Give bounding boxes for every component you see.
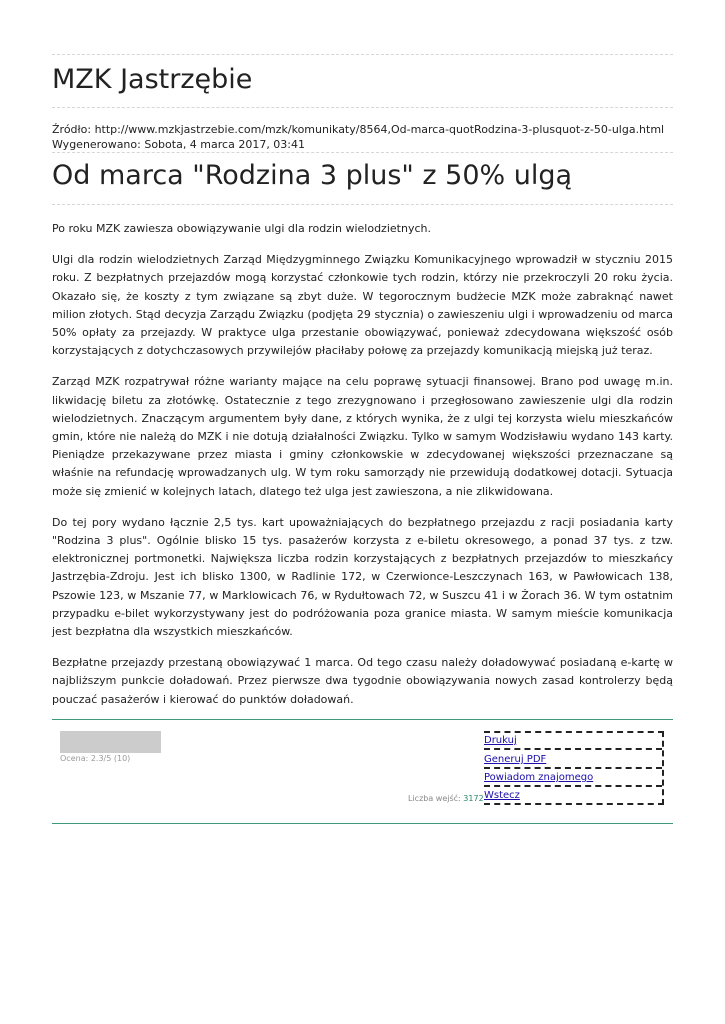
site-title: MZK Jastrzębie: [52, 64, 253, 95]
footer-top-divider: [52, 719, 673, 720]
source-line: Źródło: http://www.mzkjastrzebie.com/mzk/komunikaty/8564,Od-marca-quotRodzina-3-plusquot-z-50-ulga.html: [52, 123, 665, 136]
article-body: [52, 220, 673, 722]
article-meta: [52, 122, 664, 152]
article-title: Od marca "Rodzina 3 plus" z 50% ulgą: [52, 160, 573, 191]
print-link[interactable]: Drukuj: [484, 735, 517, 746]
footer-bottom-divider: [52, 823, 673, 824]
generated-line: Wygenerowano: Sobota, 4 marca 2017, 03:41: [52, 138, 306, 151]
actions-divider: [484, 767, 662, 769]
visits-label: Liczba wejść:: [408, 794, 461, 803]
article-actions: [484, 731, 664, 805]
visits-counter: [408, 794, 484, 803]
rating-text: Ocena: 2.3/5 (10): [60, 754, 131, 763]
article-lead: Po roku MZK zawiesza obowiązywanie ulgi dla rodzin wielodzietnych.: [52, 222, 431, 235]
header-divider: [52, 107, 673, 108]
article-paragraph: Ulgi dla rodzin wielodzietnych Zarząd Międzygminnego Związku Komunikacyjnego wprowadził w styczniu 2015 roku. Z bezpłatnych przejazdów mogą korzystać członkowie tych rodzin, którzy nie przekroczyli 20 roku życia. Okazało się, że koszty z tym związane są zbyt duże. W tegorocznym budżecie MZK może zabraknąć nawet milion złotych. Stąd decyzja Zarządu Związku (podjęta 29 stycznia) o zawieszeniu ulgi i wprowadzeniu od marca 50% opłaty za przejazdy. W praktyce ulga przestanie obowiązywać, ponieważ zdecydowana większość osób korzystających z dotychczasowych przywilejów płaciłaby połowę za przejazdy komunikacją miejską już teraz.: [52, 253, 673, 358]
visits-count: 3172: [463, 794, 484, 803]
article-paragraph: Zarząd MZK rozpatrywał różne warianty mające na celu poprawę sytuacji finansowej. Brano pod uwagę m.in. likwidację biletu za złotówkę. Ostatecznie z tego zrezygnowano i przegłosowano zawieszenie ulgi dla rodzin wielodzietnych. Znaczącym argumentem były dane, z których wynika, że z ulgi tej korzysta wielu mieszkańców gmin, które nie należą do MZK i nie dotują działalności Związku. Tylko w samym Wodzisławiu wydano 143 karty. Pieniądze przekazywane przez miasta i gminy członkowskie w zdecydowanej większości przeznaczane są właśnie na refundację wprowadzanych ulg. W tym roku samorządy nie przewidują dodatkowej dotacji. Sytuacja może się zmienić w kolejnych latach, dlatego też ulga jest zawieszona, a nie zlikwidowana.: [52, 375, 673, 498]
article-paragraph: Bezpłatne przejazdy przestaną obowiązywać 1 marca. Od tego czasu należy doładowywać posiadaną e-kartę w najbliższym punkcie doładowań. Przez pierwsze dwa tygodnie obowiązywania nowych zasad kontrolerzy będą pouczać pasażerów i kierować do punktów doładowań.: [52, 656, 673, 706]
title-divider: [52, 204, 673, 205]
actions-divider: [484, 748, 662, 750]
top-divider: [52, 54, 673, 55]
meta-divider: [52, 152, 673, 153]
generate-pdf-link[interactable]: Generuj PDF: [484, 754, 547, 765]
rating-widget[interactable]: [60, 731, 161, 753]
article-paragraph: Do tej pory wydano łącznie 2,5 tys. kart upoważniających do bezpłatnego przejazdu z racji posiadania karty "Rodzina 3 plus". Ogólnie blisko 15 tys. pasażerów korzysta z e-biletu okresowego, a ponad 37 tys. z tzw. elektronicznej portmonetki. Największa liczba rodzin korzystających z bezpłatnych przejazdów to mieszkańcy Jastrzębia-Zdroju. Jest ich blisko 1300, w Radlinie 172, w Czerwionce-Leszczynach 163, w Pawłowicach 138, Pszowie 123, w Mszanie 77, w Marklowicach 76, w Rydułtowach 72, w Suszcu 41 i w Żorach 36. W tym ostatnim przypadku e-bilet wykorzystywany jest do podróżowania poza granice miasta. W samym mieście komunikacja jest bezpłatna dla wszystkich mieszkańców.: [52, 515, 673, 639]
actions-divider: [484, 785, 662, 787]
back-link[interactable]: Wstecz: [484, 790, 520, 801]
notify-friend-link[interactable]: Powiadom znajomego: [484, 772, 594, 783]
